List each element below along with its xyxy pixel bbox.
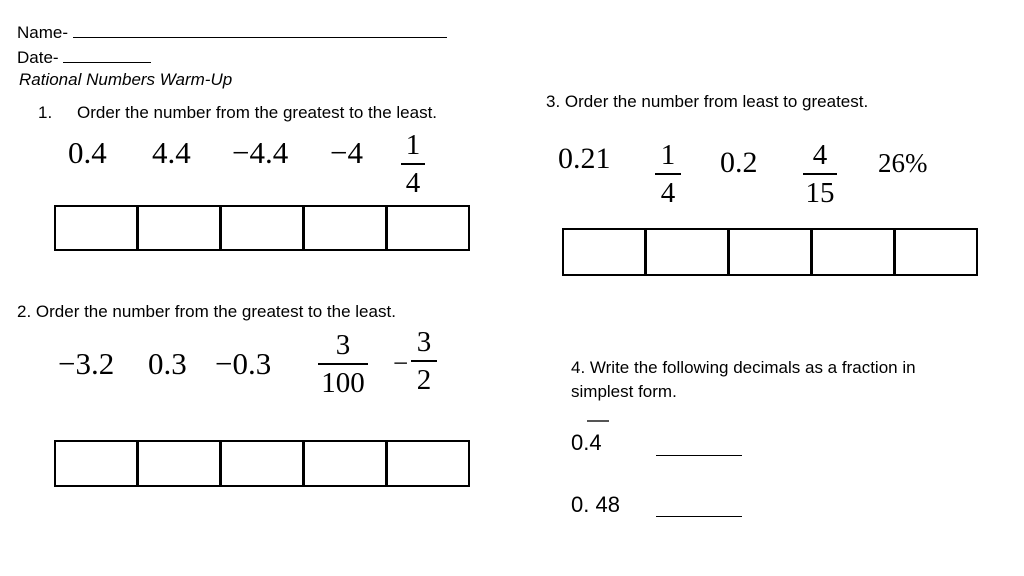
date-line — [17, 47, 151, 68]
q3-answer-box-1[interactable] — [564, 230, 644, 274]
date-label: Date- — [17, 48, 59, 67]
q3-answer-boxes — [562, 228, 978, 276]
q1-answer-box-3[interactable] — [222, 207, 302, 249]
name-blank[interactable] — [73, 22, 447, 38]
q1-prompt: Order the number from the greatest to the least. — [77, 103, 438, 122]
q2-answer-box-3[interactable] — [222, 442, 302, 485]
q1-fraction-denominator: 4 — [405, 167, 421, 199]
q3-fraction-1-denominator: 4 — [660, 177, 676, 209]
q2-value-0: −3.2 — [58, 346, 115, 381]
q2-fraction-1-denominator: 100 — [321, 367, 365, 399]
q1-value-3: −4 — [330, 135, 363, 170]
q1-value-0: 0.4 — [68, 135, 107, 170]
q2-fraction-1-numerator: 3 — [335, 329, 351, 361]
q3-answer-box-2[interactable] — [647, 230, 727, 274]
q3-answer-box-4[interactable] — [813, 230, 893, 274]
date-blank[interactable] — [63, 47, 151, 63]
q2-fraction-2-numerator: 3 — [416, 326, 432, 358]
q2-fraction-1 — [318, 330, 368, 399]
q4-answer-blank-2[interactable] — [656, 516, 742, 517]
q1-fraction-bar — [401, 163, 425, 165]
q2-value-2: −0.3 — [215, 346, 272, 381]
q2-fraction-2-sign: − — [393, 348, 409, 378]
q3-answer-box-3[interactable] — [730, 230, 810, 274]
q1-answer-box-4[interactable] — [305, 207, 385, 249]
q3-value-1: 0.2 — [720, 146, 758, 179]
q1-number: 1. — [38, 103, 53, 122]
q4-prompt-line-1: 4. Write the following decimals as a fraction in — [571, 358, 916, 377]
q1-answer-box-2[interactable] — [139, 207, 219, 249]
q2-answer-boxes — [54, 440, 470, 487]
q2-answer-box-1[interactable] — [56, 442, 136, 485]
q2-fraction-2 — [411, 327, 437, 396]
q2-value-1: 0.3 — [148, 346, 187, 381]
q4-prompt-line-2: simplest form. — [571, 382, 677, 401]
q2-answer-box-2[interactable] — [139, 442, 219, 485]
q3-fraction-2-bar — [803, 173, 837, 175]
q4-decimal-1: 0.4 — [571, 430, 602, 455]
name-label: Name- — [17, 23, 69, 42]
q4-answer-blank-1[interactable] — [656, 455, 742, 456]
q2-answer-box-5[interactable] — [388, 442, 468, 485]
q3-fraction-1 — [655, 140, 681, 209]
q3-value-0: 0.21 — [558, 142, 611, 175]
q1-value-2: −4.4 — [232, 135, 289, 170]
worksheet-title: Rational Numbers Warm-Up — [19, 70, 233, 89]
q2-fraction-2-denominator: 2 — [416, 364, 432, 396]
q2-fraction-2-bar — [411, 360, 437, 362]
q1-answer-boxes — [54, 205, 470, 251]
q1-answer-box-5[interactable] — [388, 207, 468, 249]
q4-decimal-2: 0. 48 — [571, 492, 620, 517]
q3-fraction-2-denominator: 15 — [805, 177, 835, 209]
q3-value-2: 26% — [878, 148, 928, 178]
q1-value-1: 4.4 — [152, 135, 191, 170]
q2-fraction-1-bar — [318, 363, 368, 365]
q2-prompt: 2. Order the number from the greatest to the least. — [17, 302, 396, 321]
q1-fraction — [401, 130, 425, 199]
q1-answer-box-1[interactable] — [56, 207, 136, 249]
q3-fraction-2-numerator: 4 — [812, 139, 828, 171]
q3-fraction-1-bar — [655, 173, 681, 175]
repeating-bar-icon — [587, 420, 609, 422]
q3-fraction-2 — [803, 140, 837, 209]
q2-answer-box-4[interactable] — [305, 442, 385, 485]
q3-fraction-1-numerator: 1 — [660, 139, 676, 171]
q3-prompt: 3. Order the number from least to greatest. — [546, 92, 869, 111]
name-line — [17, 22, 447, 43]
q3-answer-box-5[interactable] — [896, 230, 976, 274]
q1-fraction-numerator: 1 — [405, 129, 421, 161]
